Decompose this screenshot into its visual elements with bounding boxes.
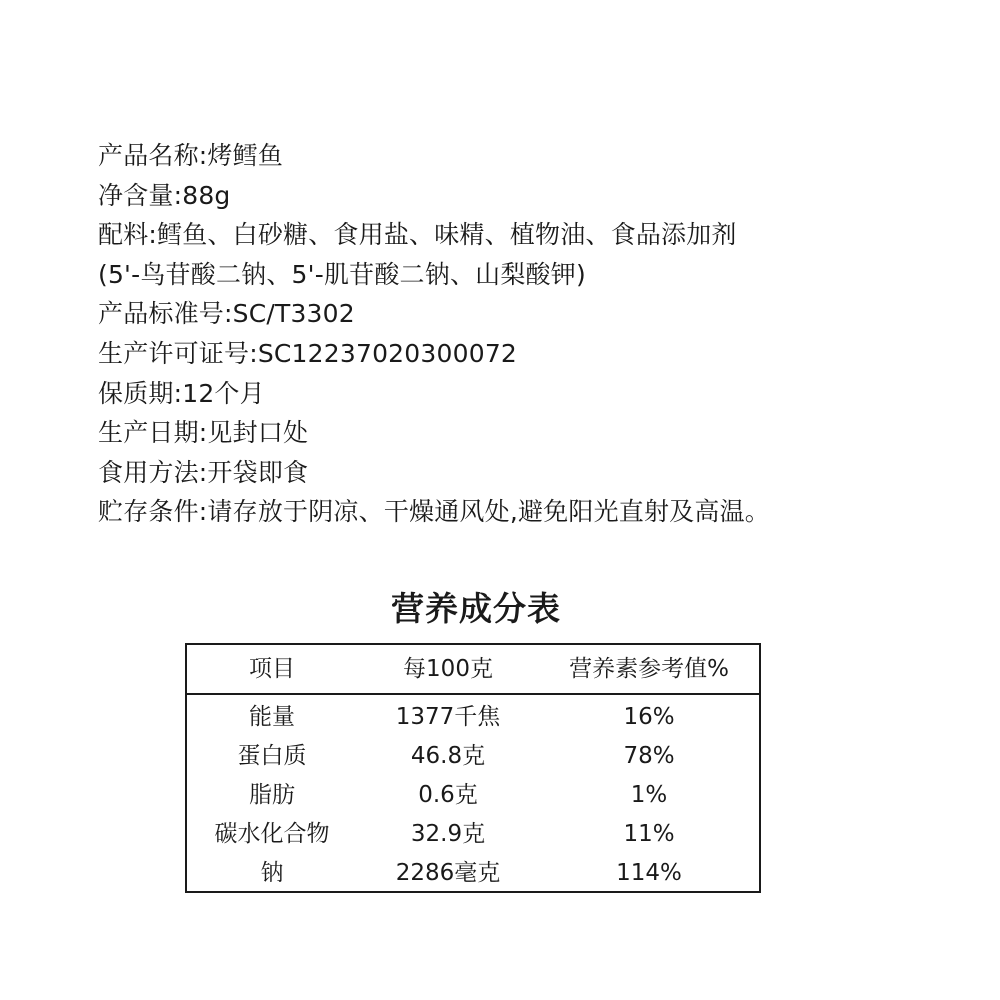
nutrient-name: 脂肪	[249, 782, 295, 808]
table-row	[187, 776, 759, 815]
ingredients-line: 配料:鳕鱼、白砂糖、食用盐、味精、植物油、食品添加剂	[98, 220, 737, 250]
nutrient-nrv: 78%	[623, 743, 675, 769]
nutrient-name: 蛋白质	[237, 743, 307, 769]
nutrient-amount: 46.8克	[410, 743, 486, 769]
nutrient-nrv: 11%	[623, 821, 675, 847]
nutrient-nrv: 16%	[623, 704, 675, 730]
usage-method-line: 食用方法:开袋即食	[98, 457, 309, 487]
nutrition-table	[185, 643, 761, 893]
nutrient-amount: 2286毫克	[395, 860, 501, 886]
storage-conditions-line: 贮存条件:请存放于阴凉、干燥通风处,避免阳光直射及高温。	[98, 497, 770, 527]
nutrition-table-title: 营养成分表	[391, 589, 561, 628]
nutrient-amount: 0.6克	[418, 782, 478, 808]
nutrient-nrv: 1%	[630, 782, 668, 808]
nutrient-name: 钠	[260, 860, 284, 886]
table-row	[187, 698, 759, 737]
product-info	[98, 136, 918, 532]
production-date-line: 生产日期:见封口处	[98, 418, 309, 448]
header-nrv-percent: 营养素参考值%	[569, 656, 729, 682]
product-name-line: 产品名称:烤鳕鱼	[98, 141, 284, 170]
shelf-life-line: 保质期:12个月	[98, 378, 265, 408]
table-row	[187, 815, 759, 854]
table-row	[187, 854, 759, 893]
net-content-line: 净含量:88g	[98, 180, 231, 210]
nutrient-nrv: 114%	[616, 860, 682, 886]
ingredients-additives-line: (5'-鸟苷酸二钠、5'-肌苷酸二钠、山梨酸钾)	[98, 259, 586, 289]
nutrition-table-body	[187, 695, 759, 893]
nutrient-name: 能量	[249, 704, 295, 730]
nutrient-amount: 32.9克	[410, 821, 486, 847]
header-per-100g: 每100克	[403, 656, 493, 682]
nutrient-amount: 1377千焦	[395, 704, 501, 730]
table-row	[187, 737, 759, 776]
nutrition-table-header	[187, 645, 759, 695]
nutrient-name: 碳水化合物	[214, 821, 330, 847]
header-item: 项目	[249, 656, 295, 682]
production-license-line: 生产许可证号:SC12237020300072	[98, 338, 518, 368]
product-standard-line: 产品标准号:SC/T3302	[98, 299, 355, 329]
